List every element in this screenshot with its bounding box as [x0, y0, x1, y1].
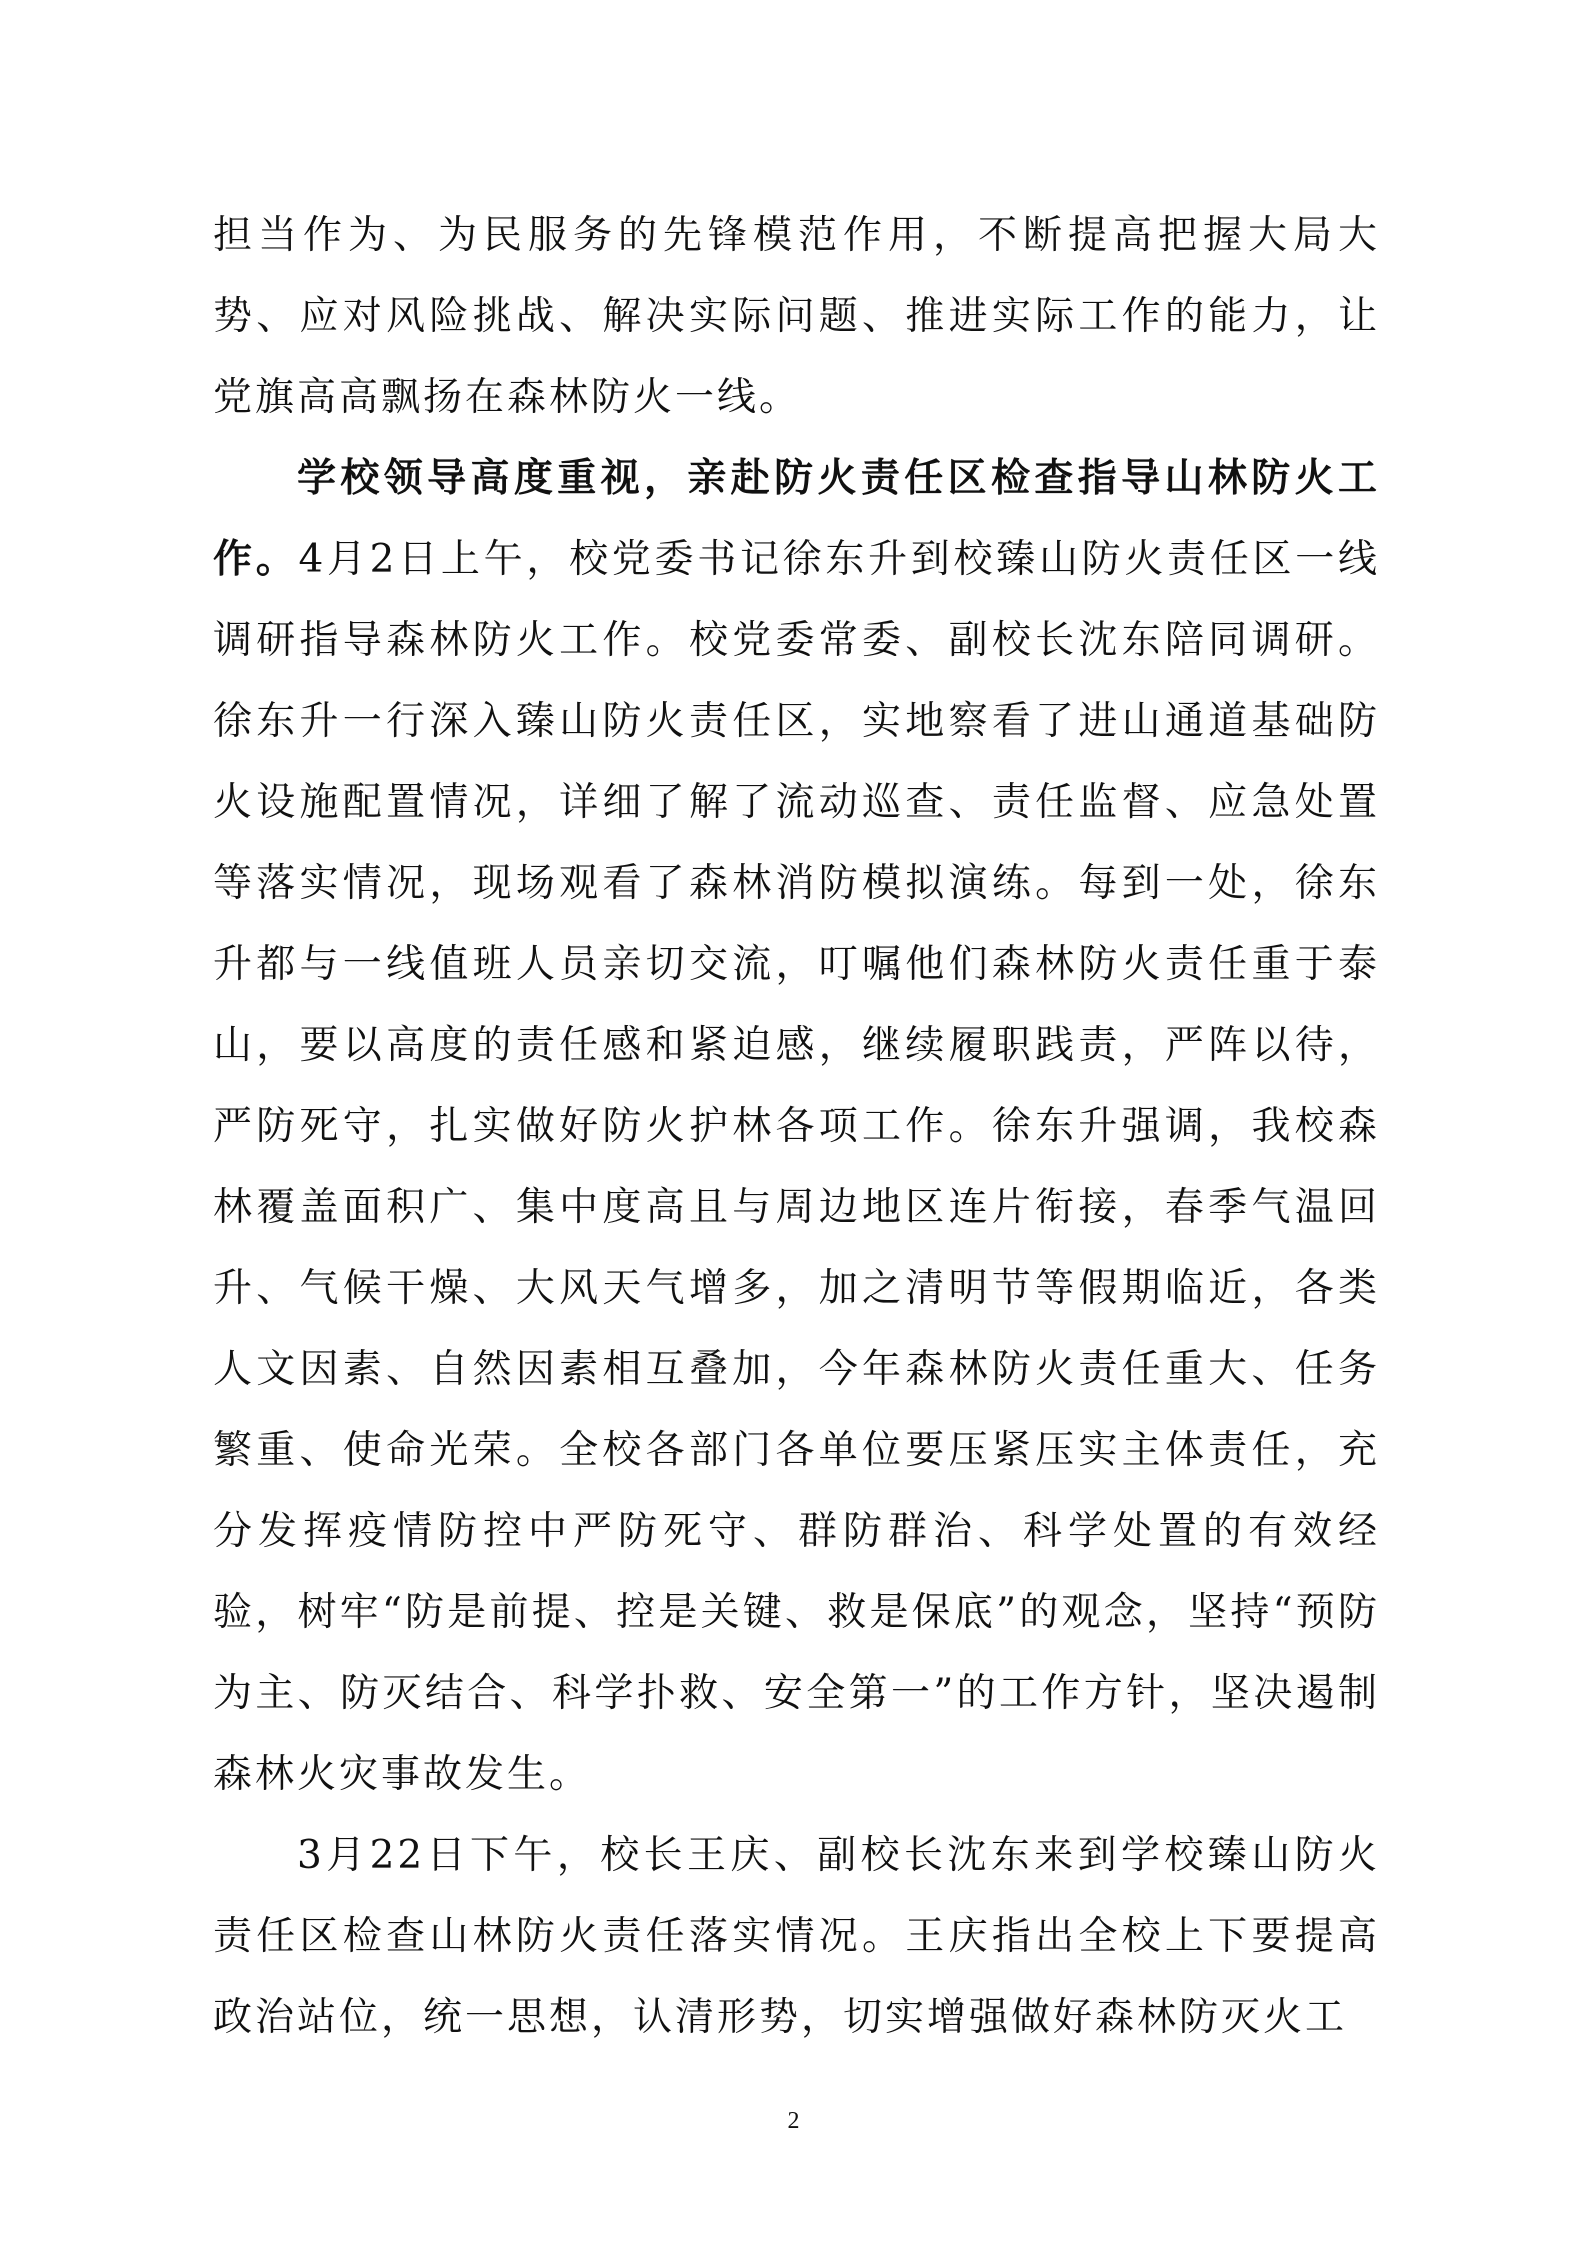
paragraph-march-inspection: [213, 1815, 1380, 2058]
paragraph-text: 3月22日下午，校长王庆、副校长沈东来到学校臻山防火责任区检查山林防火责任落实情况。王庆指出全校上下要提高政治站位，统一思想，认清形势，切实增强做好森林防灭火工: [213, 1833, 1380, 2040]
paragraph-lead-heading: 学校领导高度重视，亲赴防火责任区检查指导山林防火工作。: [213, 455, 1380, 582]
page-number: 2: [787, 2108, 800, 2134]
paragraph-text: 4月2日上午，校党委书记徐东升到校臻山防火责任区一线调研指导森林防火工作。校党委常委、副校长沈东陪同调研。徐东升一行深入臻山防火责任区，实地察看了进山通道基础防火设施配置情况，详细了解了流动巡查、责任监督、应急处置等落实情况，现场观看了森林消防模拟演练。每到一处，徐东升都与一线值班人员亲切交流，叮嘱他们森林防火责任重于泰山，要以高度的责任感和紧迫感，继续履职践责，严阵以待，严防死守，扎实做好防火护林各项工作。徐东升强调，我校森林覆盖面积广、集中度高且与周边地区连片衔接，春季气温回升、气候干燥、大风天气增多，加之清明节等假期临近，各类人文因素、自然因素相互叠加，今年森林防火责任重大、任务繁重、使命光荣。全校各部门各单位要压紧压实主体责任，充分发挥疫情防控中严防死守、群防群治、科学处置的有效经验，树牢“防是前提、控是关键、救是保底”的观念，坚持“预防为主、防灭结合、科学扑救、安全第一”的工作方针，坚决遏制森林火灾事故发生。: [213, 537, 1380, 1797]
body-text: [213, 195, 1380, 2058]
paragraph-text: 担当作为、为民服务的先锋模范作用，不断提高把握大局大势、应对风险挑战、解决实际问题、推进实际工作的能力，让党旗高高飘扬在森林防火一线。: [213, 213, 1380, 420]
paragraph-continuation: [213, 195, 1380, 438]
paragraph-leadership-inspection: [213, 438, 1380, 1815]
